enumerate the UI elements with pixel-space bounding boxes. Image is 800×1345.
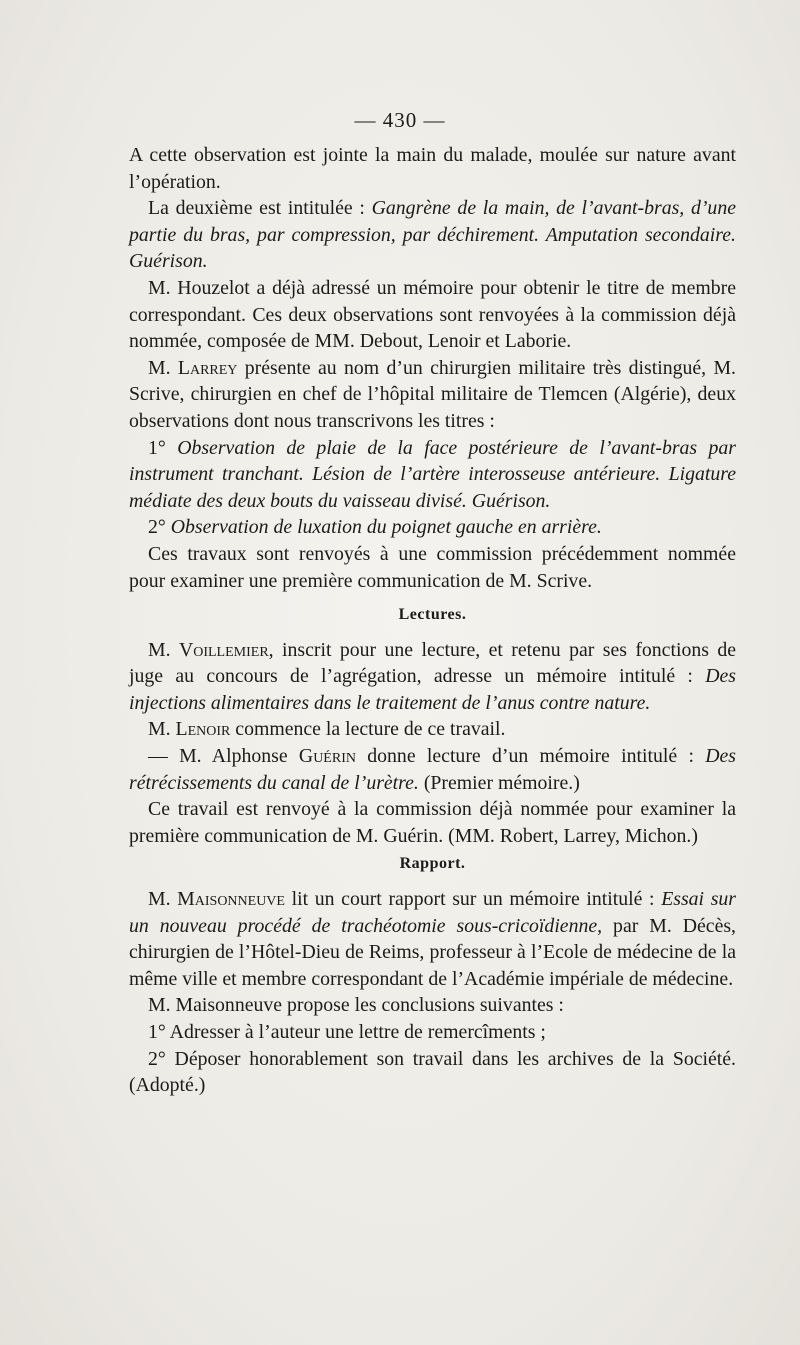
- paragraph-9-body: commence la lecture de ce travail.: [230, 718, 506, 741]
- paragraph-8: [129, 637, 736, 717]
- section-heading-rapport: Rapport.: [399, 855, 466, 873]
- paragraph-6: [129, 514, 736, 541]
- paragraph-12-prefix: M.: [148, 888, 178, 911]
- name-guerin: Guérin: [298, 745, 356, 768]
- name-larrey: Larrey: [177, 356, 238, 379]
- paragraph-2-title: Gangrène de la main, de l’avant-bras, d’une partie du bras, par compression, par déchirement. Amputation secondaire. Guérison.: [129, 197, 736, 273]
- name-maisonneuve: Maisonneuve: [177, 888, 285, 911]
- paragraph-14: 1° Adresser à l’auteur une lettre de remercîments ;: [148, 1021, 546, 1043]
- paragraph-10: [129, 743, 736, 796]
- paragraph-12-title: Essai sur un nouveau procédé de trachéotomie sous-cricoïdienne,: [129, 888, 736, 937]
- paragraph-4-prefix: M.: [148, 356, 178, 379]
- paragraph-10-body: donne lecture d’un mémoire intitulé :: [355, 745, 706, 768]
- paragraph-3: M. Houzelot a déjà adressé un mémoire pour obtenir le titre de membre correspondant. Ces deux observations sont renvoyées à la commission déjà nommée, composée de MM. Debout, Lenoir et Laborie.: [129, 276, 736, 353]
- paragraph-10-title: Des rétrécissements du canal de l’urètre.: [129, 745, 736, 794]
- paragraph-15: 2° Déposer honorablement son travail dans les archives de la Société. (Adopté.): [129, 1047, 736, 1097]
- name-voillemier: Voillemier: [178, 638, 269, 661]
- paragraph-12-body: lit un court rapport sur un mémoire intitulé :: [284, 888, 662, 911]
- paragraph-10-suffix: (Premier mémoire.): [418, 771, 580, 794]
- paragraph-6-title: Observation de luxation du poignet gauche en arrière.: [170, 516, 602, 539]
- paragraph-7: Ces travaux sont renvoyés à une commission précédemment nommée pour examiner une première communication de M. Scrive.: [129, 542, 736, 592]
- paragraph-10-prefix: — M. Alphonse: [148, 745, 299, 768]
- section-heading-lectures: Lectures.: [398, 606, 467, 624]
- paragraph-4-body: présente au nom d’un chirurgien militaire très distingué, M. Scrive, chirurgien en chef de l’hôpital militaire de Tlemcen (Algérie), deux observations dont nous transcrivons les titres :: [129, 356, 736, 432]
- paragraph-9-prefix: M.: [148, 718, 176, 741]
- paragraph-11: Ce travail est renvoyé à la commission déjà nommée pour examiner la première communication de M. Guérin. (MM. Robert, Larrey, Michon.): [129, 798, 736, 847]
- paragraph-5: [129, 435, 736, 515]
- paragraph-2-intro: La deuxième est intitulée :: [148, 197, 372, 220]
- paragraph-1: A cette observation est jointe la main du malade, moulée sur nature avant l’opération.: [129, 144, 736, 193]
- paragraph-2: [129, 195, 736, 275]
- body-text: [129, 142, 736, 1099]
- paragraph-9: [129, 716, 736, 743]
- paragraph-6-number: 2°: [148, 516, 171, 539]
- paragraph-13: M. Maisonneuve propose les conclusions suivantes :: [148, 994, 564, 1017]
- paragraph-8-prefix: M.: [148, 638, 179, 661]
- paragraph-12-suffix: par M. Décès, chirurgien de l’Hôtel-Dieu de Reims, professeur à l’Ecole de médecine de la même ville et membre correspondant de l’Académie impériale de médecine.: [129, 914, 736, 990]
- paragraph-8-body: , inscrit pour une lecture, et retenu par ses fonctions de juge au concours de l’agrégation, adresse un mémoire intitulé :: [129, 638, 736, 688]
- paragraph-12: [129, 886, 736, 992]
- name-lenoir: Lenoir: [175, 718, 231, 741]
- paragraph-8-title: Des injections alimentaires dans le traitement de l’anus contre nature.: [129, 665, 736, 714]
- paragraph-5-number: 1°: [148, 436, 178, 459]
- paragraph-5-title: Observation de plaie de la face postérieure de l’avant-bras par instrument tranchant. Lésion de l’artère interosseuse antérieure. Ligature médiate des deux bouts du vaisseau divisé. Guérison.: [129, 436, 736, 512]
- page-number: — 430 —: [354, 108, 446, 132]
- paragraph-4: [129, 355, 736, 435]
